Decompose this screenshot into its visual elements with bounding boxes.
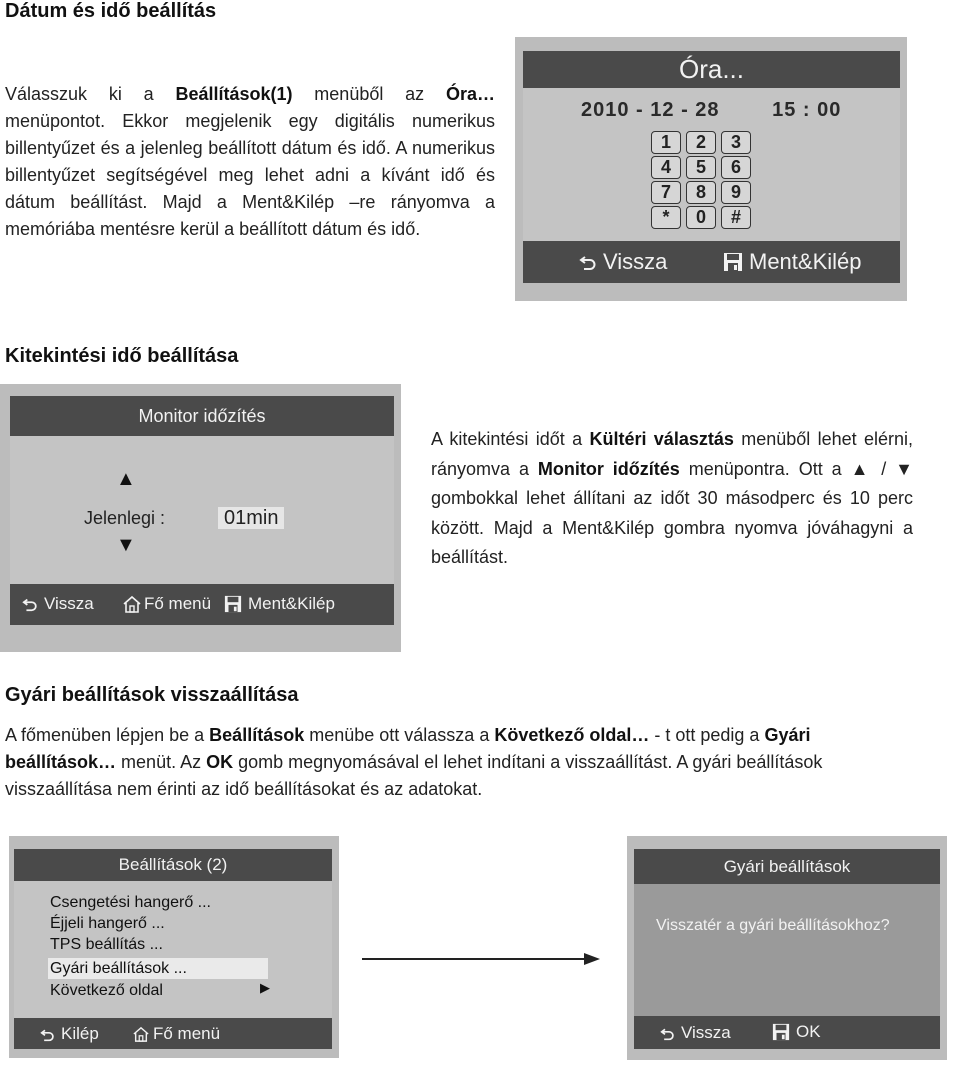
exit-button[interactable] (40, 1024, 99, 1044)
text-segment: gombokkal lehet állítani az időt 30 másodperc és 10 perc között. Majd a Ment&Kilép gombra nyomva jóváhagyni a beállítást. (431, 488, 913, 567)
monitor-screen-image (0, 384, 401, 652)
home-icon (132, 1026, 150, 1042)
text-segment: A főmenüben lépjen be a (5, 725, 210, 745)
text-segment: gomb megnyomásával el lehet indítani a visszaállítást. A gyári beállítások visszaállítása nem érinti az idő beállításokat és az adatokat. (5, 752, 823, 799)
bold-menu-name: Beállítások (209, 725, 305, 745)
key-2[interactable]: 2 (686, 131, 716, 154)
back-arrow-icon (579, 253, 597, 271)
date-value: 2010 - 12 - 28 (581, 99, 720, 121)
save-exit-button[interactable] (224, 594, 335, 614)
bold-menu-name: Monitor időzítés (537, 458, 680, 479)
main-menu-label: Fő menü (144, 594, 212, 613)
text-segment: / (872, 458, 896, 479)
menu-item-factory-settings[interactable]: Gyári beállítások ... (48, 958, 268, 979)
text-segment: - t ott pedig a (649, 725, 765, 745)
back-label: Vissza (681, 1023, 731, 1042)
text-segment: menüből lehet elérni, rányomva a (431, 429, 913, 479)
main-menu-button[interactable] (132, 1024, 220, 1044)
bold-menu-name: Óra… (445, 84, 495, 104)
flow-arrow-icon (362, 952, 602, 966)
next-page-arrow-icon: ▶ (260, 980, 270, 995)
factory-reset-title: Gyári beállítások (634, 849, 940, 884)
key-7[interactable]: 7 (651, 181, 681, 204)
clock-screen (523, 51, 900, 283)
exit-label: Kilép (61, 1024, 99, 1043)
settings-title: Beállítások (2) (14, 849, 332, 881)
monitor-softkey-bar (10, 584, 394, 625)
home-icon (122, 595, 142, 613)
clock-screen-image (515, 37, 907, 301)
down-triangle-icon[interactable]: ▼ (116, 534, 136, 556)
heading-monitor-time: Kitekintési idő beállítása (5, 345, 239, 367)
factory-reset-screen-image (627, 836, 947, 1060)
text-segment: A kitekintési időt a (431, 429, 590, 449)
text-segment: menübe ott válassza a (304, 725, 495, 745)
monitor-title: Monitor időzítés (10, 396, 394, 436)
numeric-keypad (651, 131, 751, 229)
ok-label: OK (796, 1022, 821, 1041)
factory-softkey-bar (634, 1016, 940, 1049)
date-time-readout (581, 99, 841, 122)
paragraph-date-time (5, 81, 495, 243)
key-6[interactable]: 6 (721, 156, 751, 179)
back-arrow-icon (660, 1026, 675, 1041)
up-triangle-icon[interactable]: ▲ (116, 468, 136, 490)
text-segment: menüpontra. Ott a (679, 458, 851, 479)
save-exit-label: Ment&Kilép (248, 594, 335, 613)
back-button[interactable] (579, 249, 667, 275)
text-segment: menüt. Az (116, 752, 207, 772)
ok-button[interactable] (772, 1022, 821, 1042)
key-1[interactable]: 1 (651, 131, 681, 154)
current-label: Jelenlegi : (84, 508, 166, 528)
down-triangle-icon: ▼ (895, 458, 913, 479)
text-segment: menüpontot. Ekkor megjelenik egy digitális numerikus billentyűzet és a jelenleg beállított dátum és idő. A numerikus billentyűzet segítségével meg lehet adni a kívánt idő és dátum beállítást. Majd a Ment&Kilép –re rányomva a memóriába mentésre kerül a beállított dátum és idő. (5, 111, 495, 239)
time-value: 15 : 00 (772, 99, 842, 121)
text-segment: Válasszuk ki a (5, 84, 176, 104)
save-exit-label: Ment&Kilép (749, 249, 862, 274)
heading-date-time: Dátum és idő beállítás (5, 0, 217, 22)
paragraph-factory-reset (5, 722, 915, 803)
back-arrow-icon (22, 596, 38, 612)
settings-screen (14, 849, 332, 1049)
bold-button-name: OK (206, 752, 234, 772)
key-9[interactable]: 9 (721, 181, 751, 204)
clock-softkey-bar (523, 241, 900, 283)
main-menu-button[interactable] (122, 594, 211, 614)
menu-item-tps-settings[interactable]: TPS beállítás ... (50, 936, 163, 953)
back-button[interactable] (22, 594, 94, 614)
key-4[interactable]: 4 (651, 156, 681, 179)
menu-item-ring-volume[interactable]: Csengetési hangerő ... (50, 894, 211, 911)
back-arrow-icon (40, 1027, 55, 1042)
floppy-disk-icon (772, 1023, 790, 1041)
key-0[interactable]: 0 (686, 206, 716, 229)
key-hash[interactable]: # (721, 206, 751, 229)
bold-menu-name: Következő oldal… (494, 725, 650, 745)
settings-softkey-bar (14, 1018, 332, 1049)
up-triangle-icon: ▲ (850, 458, 873, 479)
back-label: Vissza (44, 594, 94, 613)
key-8[interactable]: 8 (686, 181, 716, 204)
heading-factory-reset: Gyári beállítások visszaállítása (5, 684, 299, 706)
factory-reset-screen (634, 849, 940, 1049)
key-5[interactable]: 5 (686, 156, 716, 179)
clock-title: Óra... (523, 51, 900, 88)
back-label: Vissza (603, 249, 668, 274)
factory-reset-question: Visszatér a gyári beállításokhoz? (656, 917, 890, 934)
main-menu-label: Fő menü (153, 1024, 221, 1043)
current-value: 01min (218, 507, 284, 529)
bold-menu-name: Kültéri választás (589, 429, 734, 449)
back-button[interactable] (660, 1023, 731, 1043)
menu-item-next-page[interactable]: Következő oldal (50, 982, 163, 999)
save-exit-button[interactable] (723, 249, 862, 275)
paragraph-monitor-time (431, 425, 913, 573)
settings-screen-image (9, 836, 339, 1058)
text-segment: menüből az (292, 84, 446, 104)
floppy-disk-icon (723, 252, 743, 272)
floppy-disk-icon (224, 595, 242, 613)
bold-menu-name: Gyári beállítások… (5, 725, 811, 772)
key-3[interactable]: 3 (721, 131, 751, 154)
menu-item-night-volume[interactable]: Éjjeli hangerő ... (50, 915, 165, 932)
key-star[interactable]: * (651, 206, 681, 229)
monitor-screen (10, 396, 394, 625)
bold-menu-name: Beállítások(1) (175, 84, 293, 104)
